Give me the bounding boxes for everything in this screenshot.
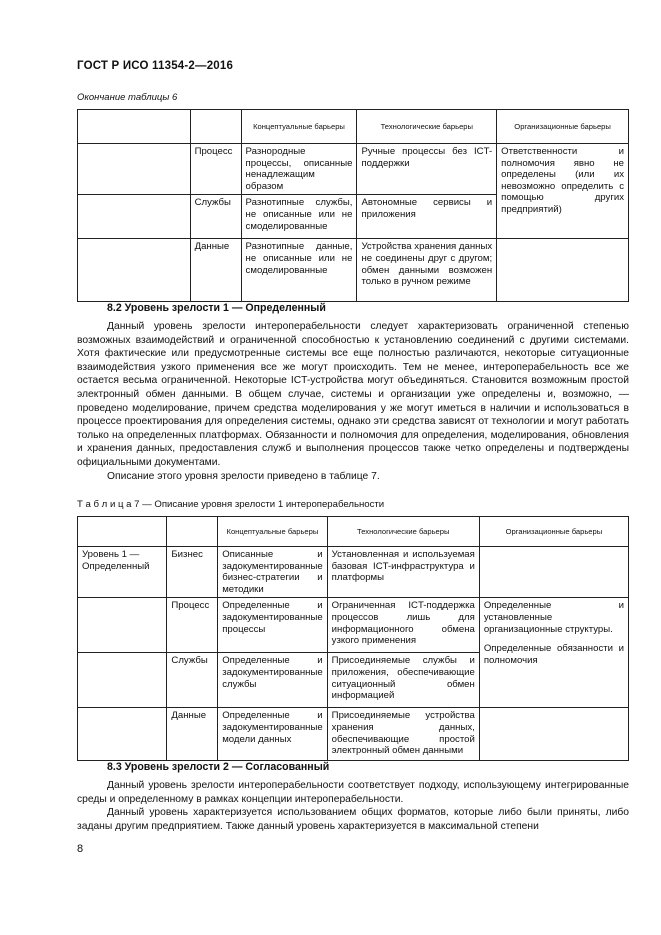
table-row — [78, 598, 629, 653]
technological-cell: Установленная и используемая базовая ICT-инфраструктура и платформы — [327, 547, 479, 598]
section-8-2-title: 8.2 Уровень зрелости 1 — Определенный — [107, 302, 326, 314]
conceptual-cell: Описанные и задокументированные бизнес-стратегии и методики — [218, 547, 327, 598]
table-header-row — [78, 517, 629, 547]
table-6 — [77, 109, 629, 302]
header-cell — [190, 110, 241, 144]
document-header: ГОСТ Р ИСО 11354-2—2016 — [77, 60, 234, 72]
empty-cell — [78, 239, 191, 302]
header-cell: Концептуальные барьеры — [241, 110, 357, 144]
conceptual-cell: Определенные и задокументированные процессы — [218, 598, 327, 653]
empty-cell — [78, 708, 167, 761]
conceptual-cell: Определенные и задокументированные модели данных — [218, 708, 327, 761]
technological-cell: Устройства хранения данных не соединены друг с другом; обмен данными возможен только в ручном режиме — [357, 239, 497, 302]
header-cell — [78, 110, 191, 144]
table-7 — [77, 516, 629, 761]
aspect-cell: Данные — [167, 708, 218, 761]
empty-cell — [78, 653, 167, 708]
table-row — [78, 547, 629, 598]
table-row — [78, 144, 629, 195]
organizational-cell — [479, 708, 628, 761]
empty-cell — [497, 239, 629, 302]
technological-cell: Ограниченная ICT-поддержка процессов лишь для информационного обмена узкого применения — [327, 598, 479, 653]
aspect-cell: Процесс — [190, 144, 241, 195]
paragraph: Данный уровень зрелости интероперабельности соответствует подходу, использующему интегрированные среды и определенному в рамках концепции интероперабельности. — [77, 780, 629, 805]
header-cell — [78, 517, 167, 547]
header-cell: Организационные барьеры — [479, 517, 628, 547]
table-header-row — [78, 110, 629, 144]
empty-cell — [78, 144, 191, 195]
page-number: 8 — [77, 843, 84, 855]
level-cell: Уровень 1 — Определенный — [78, 547, 167, 598]
header-cell: Концептуальные барьеры — [218, 517, 327, 547]
empty-cell — [78, 195, 191, 239]
table-row — [78, 239, 629, 302]
technological-cell: Автономные сервисы и приложения — [357, 195, 497, 239]
conceptual-cell: Разнородные процессы, описанные ненадлежащим образом — [241, 144, 357, 195]
empty-cell — [78, 598, 167, 653]
organizational-cell — [479, 598, 628, 708]
technological-cell: Присоединяемые устройства хранения данных, обеспечивающие простой электронный обмен данными — [327, 708, 479, 761]
organizational-text: Определенные и установленные организационные структуры. — [483, 600, 624, 635]
aspect-cell: Службы — [167, 653, 218, 708]
header-cell — [167, 517, 218, 547]
table-7-caption: Т а б л и ц а 7 — Описание уровня зрелости 1 интероперабельности — [77, 499, 385, 510]
paragraph: Данный уровень зрелости интероперабельности следует характеризовать ограниченной степенью возможных взаимодействий и ограниченной способностью к установлению соединений с другими системами. Хотя фактические или предусмотренные системы все еще полностью различаются, некоторые ситуационные взаимодействия узкого применения все же могут происходить. Тем не менее, интероперабельность все же остается весьма ограниченной. Некоторые ICT-устройства могут объединяться. Становится возможным простой электронный обмен данными. В общем случае, системы и организации уже определены и, возможно, — проведено моделирование, причем средства моделирования у же могут иметься в наличии и использоваться в процессе проектирования для определения системы, однако эти средства зависят от технологии и могут работать только на определенных платформах. Обязанности и полномочия для определения, моделирования, обновления и хранения данных, предоставления служб и выполнения процессов также четко определены и подтверждены официальными документами. — [77, 321, 629, 468]
header-cell: Организационные барьеры — [497, 110, 629, 144]
paragraph: Данный уровень характеризуется использованием общих форматов, которые либо были приняты, либо заданы другим предприятием. Также данный уровень характеризуется в максимальной степени — [77, 807, 629, 832]
organizational-cell: Ответственности и полномочия явно не определены (или их невозможно определить с помощью других предприятий) — [497, 144, 629, 239]
aspect-cell: Данные — [190, 239, 241, 302]
table-continuation-label: Окончание таблицы 6 — [77, 92, 178, 103]
header-cell: Технологические барьеры — [327, 517, 479, 547]
aspect-cell: Бизнес — [167, 547, 218, 598]
technological-cell: Ручные процессы без ICT-поддержки — [357, 144, 497, 195]
section-8-2-body — [77, 320, 629, 483]
section-8-3-body — [77, 779, 629, 833]
aspect-cell: Процесс — [167, 598, 218, 653]
technological-cell: Присоединяемые службы и приложения, обеспечивающие ситуационный обмен информацией — [327, 653, 479, 708]
organizational-text: Определенные обязанности и полномочия — [483, 643, 624, 666]
section-8-3-title: 8.3 Уровень зрелости 2 — Согласованный — [107, 761, 330, 773]
header-cell: Технологические барьеры — [357, 110, 497, 144]
table-row — [78, 708, 629, 761]
aspect-cell: Службы — [190, 195, 241, 239]
conceptual-cell: Разнотипные данные, не описанные или не смоделированные — [241, 239, 357, 302]
organizational-cell — [479, 547, 628, 598]
paragraph: Описание этого уровня зрелости приведено в таблице 7. — [107, 470, 380, 482]
conceptual-cell: Определенные и задокументированные службы — [218, 653, 327, 708]
conceptual-cell: Разнотипные службы, не описанные или не смоделированные — [241, 195, 357, 239]
